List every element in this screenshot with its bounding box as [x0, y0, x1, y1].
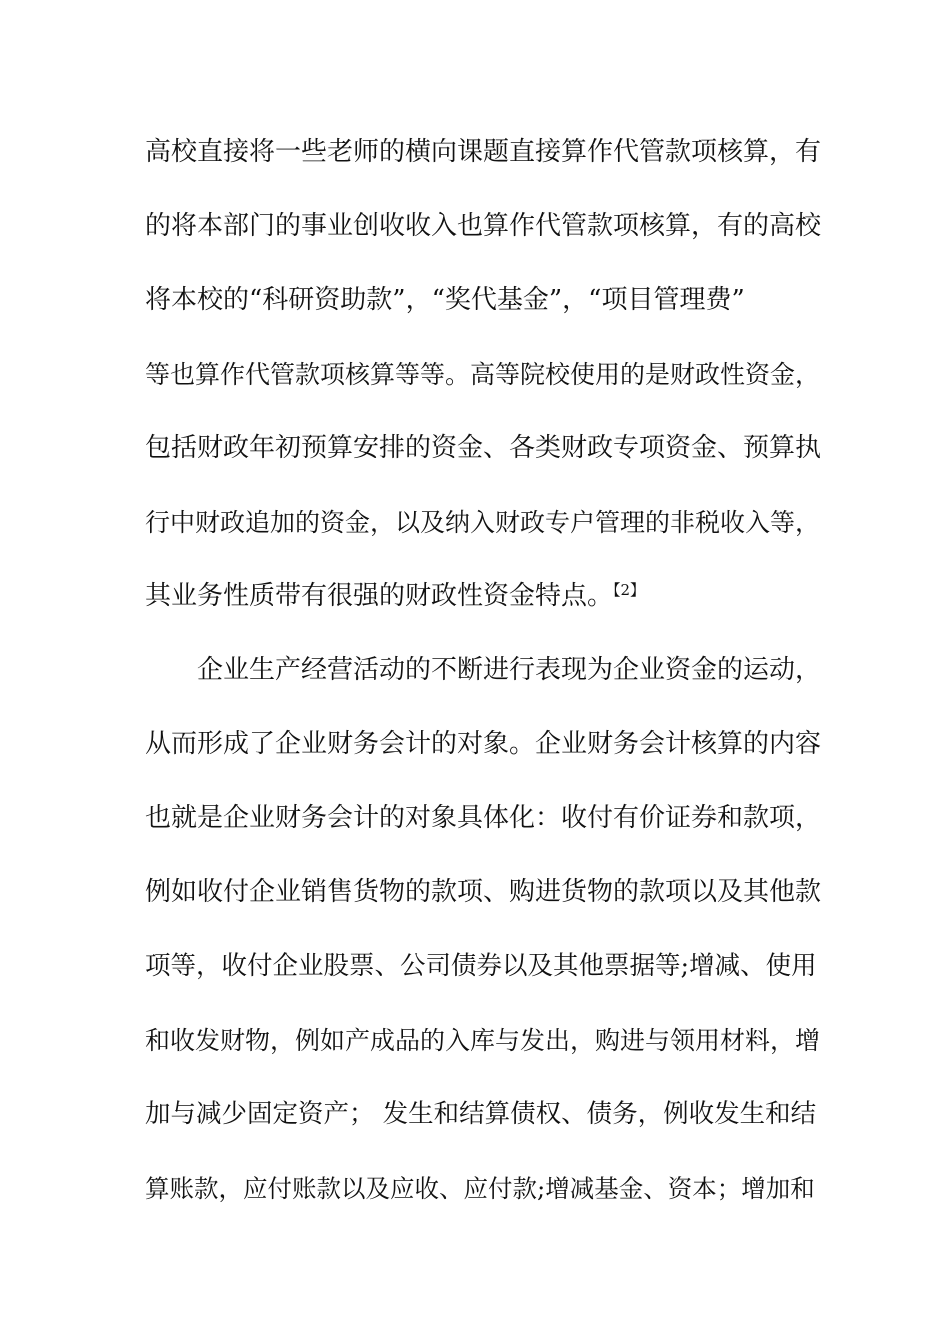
text-line: 算账款，应付账款以及应收、应付款;增减基金、资本；增加和 [145, 1174, 815, 1203]
text-line: 项等，收付企业股票、公司债券以及其他票据等;增减、使用 [145, 951, 817, 981]
text-line-with-citation [145, 572, 825, 621]
text-line: 将本校的“科研资助款”，“奖代基金”，“项目管理费” [145, 285, 745, 315]
text-line: 等也算作代管款项核算等等。高等院校使用的是财政性资金， [145, 360, 821, 389]
text-line: 的将本部门的事业创收收入也算作代管款项核算，有的高校 [145, 211, 822, 241]
text-line: 也就是企业财务会计的对象具体化：收付有价证券和款项， [145, 803, 822, 833]
text-line: 企业生产经营活动的不断进行表现为企业资金的运动， [197, 655, 822, 685]
text-line: 加与减少固定资产； 发生和结算债权、债务，例收发生和结 [145, 1099, 817, 1129]
text-line: 其业务性质带有很强的财政性资金特点。 [145, 581, 614, 611]
text-line: 和收发财物，例如产成品的入库与发出，购进与领用材料，增 [145, 1026, 821, 1055]
body-text [145, 128, 825, 1238]
text-line: 行中财政追加的资金，以及纳入财政专户管理的非税收入等， [145, 508, 821, 537]
text-line: 包括财政年初预算安排的资金、各类财政专项资金、预算执 [145, 433, 822, 463]
text-line: 从而形成了企业财务会计的对象。企业财务会计核算的内容 [145, 729, 822, 759]
text-line: 高校直接将一些老师的横向课题直接算作代管款项核算，有 [145, 137, 822, 167]
text-line: 例如收付企业销售货物的款项、购进货物的款项以及其他款 [145, 877, 822, 907]
paragraph-2 [145, 646, 825, 1213]
paragraph-1 [145, 128, 825, 621]
citation-marker: 【2】 [613, 581, 646, 599]
